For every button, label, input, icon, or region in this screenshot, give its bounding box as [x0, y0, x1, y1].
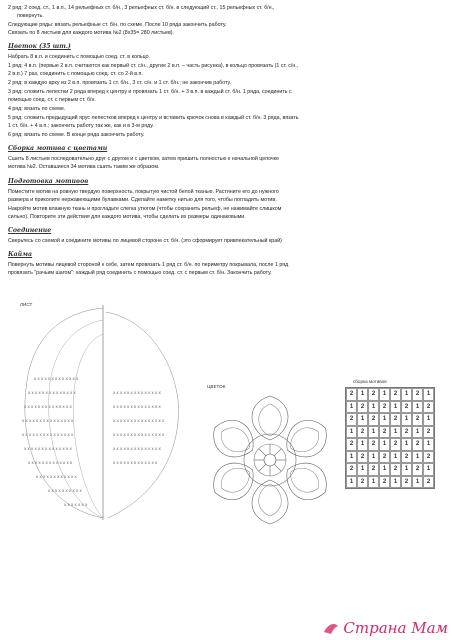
- flower-line: 2 в.п.) 7 раз, соединить с помощью соед. ст. со 2-й в.п.: [8, 71, 143, 77]
- grid-cell: 2: [401, 476, 412, 489]
- grid-cell: 2: [379, 476, 390, 489]
- grid-cell: 2: [401, 451, 412, 464]
- grid-cell: 2: [346, 438, 357, 451]
- grid-cell: 2: [379, 451, 390, 464]
- grid-cell: 2: [412, 463, 423, 476]
- flower-line: 3 ряд: сложить лепестки 2 ряда вперед к центру и провязать 1 ст. б/н. + 3 в.п. в каждый ст. б/н. 1 ряда, соединить с: [8, 89, 292, 95]
- edging-line: Повернуть мотивы лицевой стороной к себе, затем провязать 1 ряд ст. б/н. по периметру покрывала, после 1 ряд: [8, 262, 289, 268]
- grid-cell: 1: [368, 401, 379, 414]
- ironing-line: Поместите мотив на ровную твердую поверхность, покрытую чистой белой тканью. Растяните его до нужного: [8, 189, 279, 195]
- grid-cell: 1: [423, 438, 434, 451]
- svg-text:x x x x x x x x x x x x x x: x x x x x x x x x x x x x x: [28, 390, 76, 395]
- grid-cell: 2: [423, 476, 434, 489]
- grid-cell: 1: [412, 401, 423, 414]
- flower-diagram-label: ЦВЕТОК: [207, 384, 226, 389]
- grid-cell: 1: [401, 438, 412, 451]
- svg-text:x x x x x x x x x x x x x: x x x x x x x x x x x x x: [113, 460, 158, 465]
- grid-cell: 2: [390, 388, 401, 401]
- grid-cell: 2: [390, 438, 401, 451]
- grid-cell: 2: [423, 451, 434, 464]
- joining-line: Сверьтесь со схемой и соедините мотивы по лицевой стороне ст. б/н. (это сформирует привлекательный край): [8, 238, 282, 244]
- grid-cell: 2: [368, 413, 379, 426]
- svg-text:x x x x x x x x x x x x x: x x x x x x x x x x x x x: [28, 460, 73, 465]
- grid-cell: 2: [346, 463, 357, 476]
- grid-cell: 1: [423, 388, 434, 401]
- grid-cell: 1: [357, 388, 368, 401]
- ironing-heading: Подготовка мотивов: [8, 178, 89, 185]
- svg-text:x x x x x x x x x x x x x x: x x x x x x x x x x x x x x: [113, 404, 161, 409]
- assembly-line: мотива №2. Оставшиеся 34 мотива сшить таким же образом.: [8, 164, 160, 170]
- ironing-line: сильно). Повторите эти действия для каждого мотива, чтобы сделать их размеры одинаковыми.: [8, 214, 246, 220]
- flower-line: Набрать 8 в.п. и соединить с помощью соед. ст. в кольцо.: [8, 54, 151, 60]
- grid-cell: 2: [368, 388, 379, 401]
- flower-heading: Цветок (35 шт.): [8, 43, 71, 50]
- grid-cell: 2: [357, 401, 368, 414]
- grid-cell: 1: [357, 463, 368, 476]
- grid-cell: 1: [423, 413, 434, 426]
- grid-cell: 1: [401, 463, 412, 476]
- grid-cell: 2: [379, 401, 390, 414]
- grid-cell: 2: [379, 426, 390, 439]
- grid-cell: 1: [357, 413, 368, 426]
- grid-cell: 1: [379, 463, 390, 476]
- flower-diagram: [200, 390, 340, 530]
- grid-cell: 2: [412, 413, 423, 426]
- grid-cell: 1: [390, 426, 401, 439]
- watermark-stork-icon: [322, 620, 340, 636]
- svg-text:x x x x x x x x x x x x x: x x x x x x x x x x x x x: [34, 376, 79, 381]
- svg-text:x x x x x x x x x x x x x x: x x x x x x x x x x x x x x: [113, 446, 161, 451]
- svg-text:x x x x x x x x x x x x x x: x x x x x x x x x x x x x x: [113, 390, 161, 395]
- row2-line-cont: повернуть.: [17, 13, 44, 19]
- assembly-diagram-label: сборка мотивов: [353, 379, 387, 384]
- grid-cell: 1: [346, 401, 357, 414]
- flower-line: 5 ряд: сложить предыдущий ярус лепестков вперед к центру и вставить крючок снова в каждый ст. б/н. 3 ряда, вязать: [8, 115, 299, 121]
- watermark-logo: Страна Мам: [343, 619, 448, 637]
- svg-text:x x x x x x x x x x x x x x x: x x x x x x x x x x x x x x x: [113, 418, 165, 423]
- grid-cell: 2: [401, 426, 412, 439]
- grid-cell: 1: [423, 463, 434, 476]
- ironing-line: Накройте мотив влажную ткань и прогладьте слегка утюгом (чтобы сохранить рельеф, не нажимайте слишком: [8, 206, 282, 212]
- grid-cell: 1: [379, 438, 390, 451]
- grid-cell: 1: [346, 451, 357, 464]
- grid-cell: 2: [423, 426, 434, 439]
- grid-cell: 1: [368, 476, 379, 489]
- svg-text:x x x x x x x x x x x x x x x: x x x x x x x x x x x x x x x: [22, 432, 74, 437]
- edging-line: провязать "рачьим шагом": каждый ряд соединить с помощью соед. ст. с первым ст. б/н. Закончить работу.: [8, 270, 272, 276]
- joining-heading: Соединение: [8, 227, 52, 234]
- row2-line: 2 ряд: 2 соед. ст., 1 в.п., 14 рельефных ст. б/н., 3 рельефных ст. б/н. в следующий ст., 15 рельефных ст. б/н.,: [8, 5, 275, 11]
- grid-cell: 2: [346, 413, 357, 426]
- flower-line: 2 ряд: в каждую арку из 2 в.п. провязать 1 ст. б/н., 3 ст. с/н. и 1 ст. б/н.; не закончив работу.: [8, 80, 232, 86]
- assembly-line: Сшить 8 листьев последовательно друг с другом и с цветком, затем пришить полностью к начальной цепочке: [8, 156, 280, 162]
- grid-cell: 1: [412, 476, 423, 489]
- grid-cell: 1: [412, 426, 423, 439]
- assembly-heading: Сборка мотива с цветами: [8, 145, 108, 152]
- grid-cell: 2: [412, 438, 423, 451]
- next-rows-line: Следующие ряды: вязать рельефные ст. б/н. по схеме. После 10 ряда закончить работу.: [8, 22, 227, 28]
- grid-cell: 1: [401, 413, 412, 426]
- grid-cell: 1: [379, 388, 390, 401]
- grid-cell: 1: [401, 388, 412, 401]
- leaf-diagram: [8, 290, 198, 530]
- svg-text:x x x x x x x x x x x x: x x x x x x x x x x x x: [36, 474, 77, 479]
- ironing-line: размера и приколите нержавеющими булавками. Сделайте наметку нитью для того, чтобы погладить мотив.: [8, 197, 277, 203]
- grid-cell: 2: [412, 388, 423, 401]
- grid-cell: 2: [346, 388, 357, 401]
- svg-text:x x x x x x x x x x x x x x: x x x x x x x x x x x x x x: [24, 446, 72, 451]
- grid-cell: 2: [423, 401, 434, 414]
- grid-cell: 2: [401, 401, 412, 414]
- assembly-grid: [345, 387, 435, 497]
- grid-cell: 1: [390, 401, 401, 414]
- grid-cell: 1: [368, 451, 379, 464]
- grid-cell: 2: [357, 451, 368, 464]
- grid-cell: 2: [357, 476, 368, 489]
- flower-line: 1 ряд: 4 в.п. (первые 2 в.п. считаются как первый ст. с/н., другие 2 в.п. – часть рисунка), в кольцо провязать (1 ст. с/н.,: [8, 63, 299, 69]
- grid-cell: 1: [346, 426, 357, 439]
- flower-line: 4 ряд: вязать по схеме.: [8, 106, 66, 112]
- grid-cell: 1: [379, 413, 390, 426]
- svg-text:x x x x x x x x x x x x x x x: x x x x x x x x x x x x x x x: [113, 432, 165, 437]
- grid-cell: 1: [346, 476, 357, 489]
- grid-cell: 2: [357, 426, 368, 439]
- grid-cell: 2: [368, 463, 379, 476]
- grid-cell: 1: [390, 451, 401, 464]
- svg-text:x x x x x x x x x x x x x x x: x x x x x x x x x x x x x x x: [22, 418, 74, 423]
- edging-heading: Кайма: [8, 251, 33, 258]
- leaves-count-line: Связать по 8 листьев для каждого мотива №2 (8х35= 280 листьев).: [8, 30, 175, 36]
- grid-cell: 1: [412, 451, 423, 464]
- svg-text:x x x x x x x x x x: x x x x x x x x x x: [48, 488, 82, 493]
- flower-line: 1 ст. б/н. + 4 в.п.; закончить работу так же, как и в 3-м ряду.: [8, 123, 154, 129]
- flower-line: 6 ряд: вязать по схеме. В конце ряда закончить работу.: [8, 132, 145, 138]
- grid-cell: 1: [390, 476, 401, 489]
- grid-cell: 2: [368, 438, 379, 451]
- grid-cell: 1: [368, 426, 379, 439]
- flower-line: помощью соед. ст. с первым ст. б/н.: [8, 97, 96, 103]
- svg-text:x x x x x x x x x x x x x x: x x x x x x x x x x x x x x: [24, 404, 72, 409]
- grid-cell: 2: [390, 463, 401, 476]
- grid-cell: 1: [357, 438, 368, 451]
- svg-text:x x x x x x x: x x x x x x x: [64, 502, 88, 507]
- leaf-diagram-label: ЛИСТ: [20, 302, 33, 307]
- grid-cell: 2: [390, 413, 401, 426]
